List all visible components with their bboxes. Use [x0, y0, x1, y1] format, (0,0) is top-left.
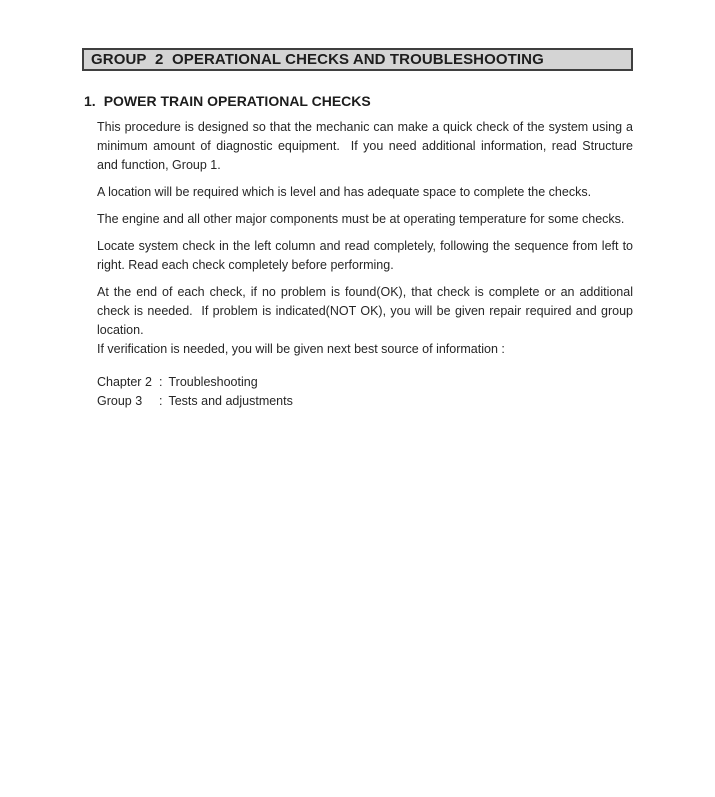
paragraph-locate-system-check: Locate system check in the left column and read completely, following the sequence from left to right. Read each check completely before performing. [97, 239, 633, 272]
section-number: 1. [84, 93, 96, 109]
paragraph-check-results [97, 283, 633, 359]
paragraph-procedure-overview: This procedure is designed so that the mechanic can make a quick check of the system using a minimum amount of diagnostic equipment. If you need additional information, read Structure and function, Group 1. [97, 120, 633, 172]
reference-group-3 [97, 392, 633, 411]
reference-label: Group 3 [97, 394, 143, 408]
paragraph-check-results-main: At the end of each check, if no problem is found(OK), that check is complete or an additional check is needed. If problem is indicated(NOT OK), you will be given repair required and group location. [97, 285, 633, 337]
group-header-title: GROUP 2 OPERATIONAL CHECKS AND TROUBLESHOOTING [91, 51, 544, 68]
section-title: POWER TRAIN OPERATIONAL CHECKS [103, 93, 371, 109]
reference-colon: : [159, 375, 163, 389]
paragraph-location-requirement: A location will be required which is level and has adequate space to complete the checks. [97, 185, 592, 199]
reference-value: Tests and adjustments [168, 394, 293, 408]
reference-label: Chapter 2 [97, 375, 152, 389]
section-power-train [84, 92, 633, 411]
reference-chapter-2 [97, 373, 633, 392]
reference-list [97, 373, 633, 411]
reference-value: Troubleshooting [168, 375, 258, 389]
section-body [97, 118, 633, 411]
paragraph-operating-temperature: The engine and all other major components must be at operating temperature for some checks. [97, 212, 625, 226]
group-header-banner [82, 48, 633, 71]
paragraph-verification-note: If verification is needed, you will be given next best source of information : [97, 342, 505, 356]
section-heading [84, 92, 633, 110]
reference-colon: : [159, 394, 163, 408]
